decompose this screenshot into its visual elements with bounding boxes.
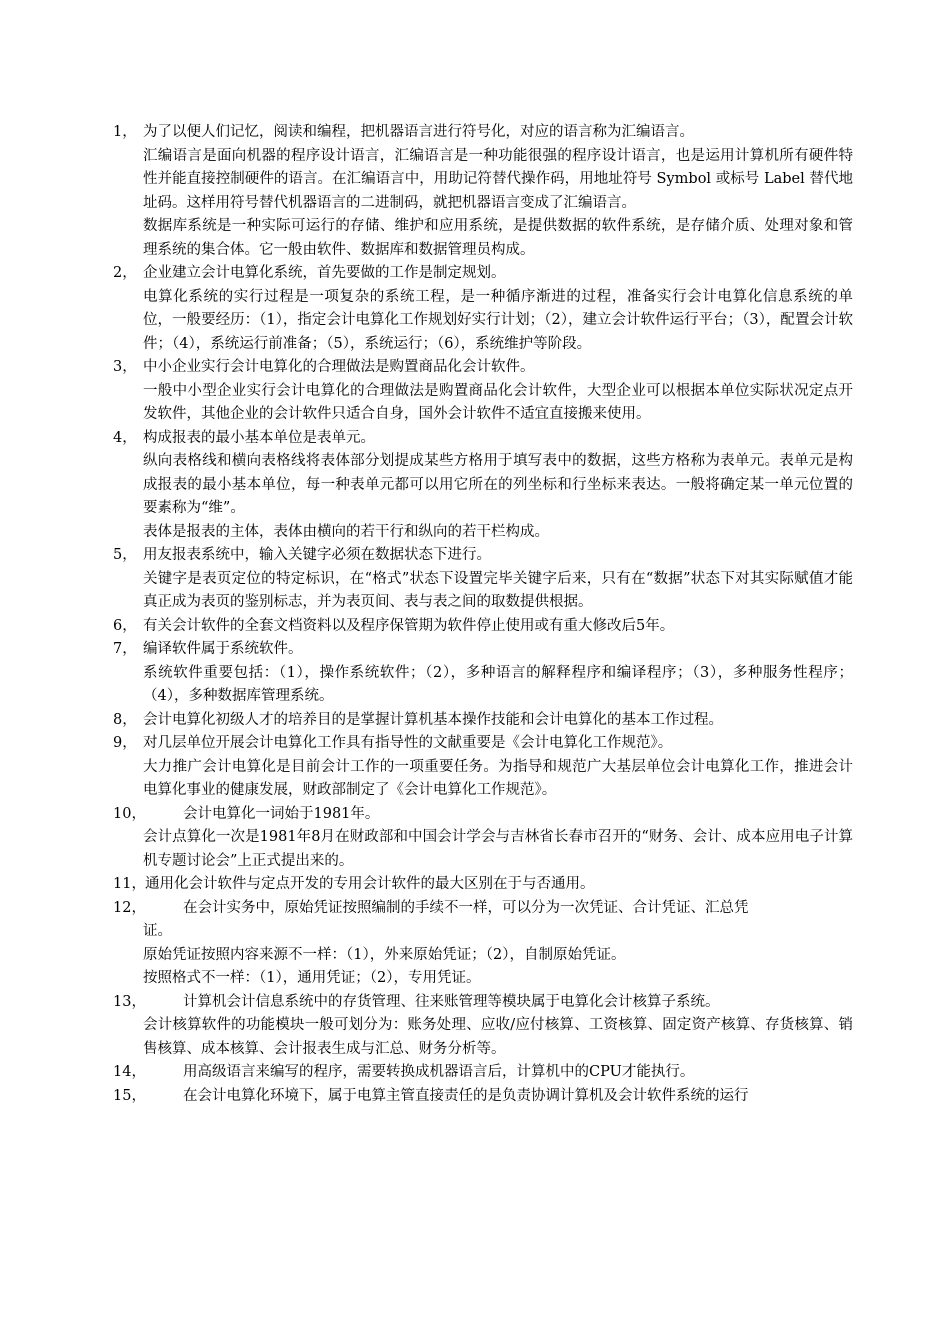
list-item <box>113 121 853 262</box>
item-number: 12， <box>113 899 146 916</box>
explanation-paragraph: 会计点算化一次是1981年8月在财政部和中国会计学会与吉林省长春市召开的“财务、会计、成本应用电子计算机专题讨论会”上正式提出来的。 <box>143 829 853 869</box>
item-number: 13， <box>113 993 146 1010</box>
item-statement: 构成报表的最小基本单位是表单元。 <box>143 429 375 446</box>
item-statement: 计算机会计信息系统中的存货管理、往来账管理等模块属于电算化会计核算子系统。 <box>183 993 720 1010</box>
item-statement: 在会计电算化环境下，属于电算主管直接责任的是负责协调计算机及会计软件系统的运行 <box>183 1087 749 1104</box>
explanation-paragraph: 按照格式不一样：（1），通用凭证；（2），专用凭证。 <box>143 970 481 986</box>
list-item <box>113 356 853 427</box>
list-item <box>113 803 853 874</box>
explanation-paragraph: 一般中小型企业实行会计电算化的合理做法是购置商品化会计软件，大型企业可以根据本单位实际状况定点开发软件，其他企业的会计软件只适合自身，国外会计软件不适宜直接搬来使用。 <box>143 382 853 422</box>
list-item <box>113 427 853 545</box>
item-number: 6， <box>113 617 137 634</box>
list-item <box>113 638 853 709</box>
explanation-paragraph: 纵向表格线和横向表格线将表体部分划提成某些方格用于填写表中的数据，这些方格称为表单元。表单元是构成报表的最小基本单位，每一种表单元都可以用它所在的列坐标和行坐标来表达。一般将确定某一单元位置的要素称为“维”。 <box>143 453 853 516</box>
explanation-paragraph: 会计核算软件的功能模块一般可划分为：账务处理、应收/应付核算、工资核算、固定资产核算、存货核算、销售核算、成本核算、会计报表生成与汇总、财务分析等。 <box>143 1017 853 1057</box>
explanation-paragraph: 电算化系统的实行过程是一项复杂的系统工程，是一种循序渐进的过程，准备实行会计电算化信息系统的单位，一般要经历：（1），指定会计电算化工作规划好实行计划；（2），建立会计软件运行平台；（3），配置会计软件；（4），系统运行前准备；（5），系统运行；（6），系统维护等阶段。 <box>143 288 853 352</box>
list-item <box>113 873 853 897</box>
item-statement: 会计电算化初级人才的培养目的是掌握计算机基本操作技能和会计电算化的基本工作过程。 <box>143 711 723 728</box>
item-number: 10， <box>113 805 146 822</box>
explanation-paragraph: 数据库系统是一种实际可运行的存储、维护和应用系统，是提供数据的软件系统，是存储介质、处理对象和管理系统的集合体。它一般由软件、数据库和数据管理员构成。 <box>143 218 853 258</box>
item-number: 9， <box>113 735 137 751</box>
list-item <box>113 262 853 356</box>
list-item <box>113 615 853 639</box>
list-item <box>113 1085 853 1109</box>
explanation-paragraph: 系统软件重要包括：（1），操作系统软件；（2），多种语言的解释程序和编译程序；（3），多种服务性程序；（4），多种数据库管理系统。 <box>143 664 853 704</box>
item-statement: 企业建立会计电算化系统，首先要做的工作是制定规划。 <box>143 265 506 281</box>
explanation-paragraph: 汇编语言是面向机器的程序设计语言，汇编语言是一种功能很强的程序设计语言，也是运用计算机所有硬件特性并能直接控制硬件的语言。在汇编语言中，用助记符替代操作码，用地址符号 Symbol 或标号 Label 替代地址码。这样用符号替代机器语言的二进制码，就把机器语言变成了汇编语言。 <box>143 147 853 211</box>
list-item <box>113 732 853 803</box>
item-statement: 通用化会计软件与定点开发的专用会计软件的最大区别在于与否通用。 <box>145 876 595 892</box>
item-statement-continuation: 证。 <box>143 923 172 939</box>
item-number: 15， <box>113 1087 146 1104</box>
item-number: 4， <box>113 429 137 446</box>
list-item <box>113 991 853 1062</box>
item-number: 2， <box>113 265 137 281</box>
item-number: 7， <box>113 641 137 657</box>
explanation-paragraph: 大力推广会计电算化是目前会计工作的一项重要任务。为指导和规范广大基层单位会计电算化工作，推进会计电算化事业的健康发展，财政部制定了《会计电算化工作规范》。 <box>143 758 853 798</box>
explanation-paragraph: 表体是报表的主体，表体由横向的若干行和纵向的若干栏构成。 <box>143 523 549 540</box>
item-number: 14， <box>113 1064 146 1080</box>
item-number: 3， <box>113 359 137 375</box>
item-statement: 用高级语言来编写的程序，需要转换成机器语言后，计算机中的CPU才能执行。 <box>183 1064 695 1080</box>
item-statement: 会计电算化一词始于1981年。 <box>183 805 380 822</box>
list-item <box>113 709 853 733</box>
item-statement: 编译软件属于系统软件。 <box>143 641 303 657</box>
item-number: 8， <box>113 711 137 728</box>
item-statement: 对几层单位开展会计电算化工作具有指导性的文献重要是《会计电算化工作规范》。 <box>143 735 673 751</box>
explanation-paragraph: 关键字是表页定位的特定标识，在“格式”状态下设置完毕关键字后来，只有在“数据”状态下对其实际赋值才能真正成为表页的鉴别标志，并为表页间、表与表之间的取数提供根据。 <box>143 570 853 610</box>
item-number: 5， <box>113 547 137 563</box>
list-item <box>113 897 853 991</box>
document-body <box>113 121 853 1108</box>
list-item <box>113 544 853 615</box>
item-statement: 有关会计软件的全套文档资料以及程序保管期为软件停止使用或有重大修改后5年。 <box>143 617 675 634</box>
item-number: 11， <box>113 876 146 892</box>
item-statement: 在会计实务中，原始凭证按照编制的手续不一样，可以分为一次凭证、合计凭证、汇总凭 <box>183 899 749 916</box>
item-statement: 中小企业实行会计电算化的合理做法是购置商品化会计软件。 <box>143 359 535 375</box>
item-number: 1， <box>113 124 137 140</box>
item-statement: 为了以便人们记忆，阅读和编程，把机器语言进行符号化，对应的语言称为汇编语言。 <box>143 124 694 140</box>
item-statement: 用友报表系统中，输入关键字必须在数据状态下进行。 <box>143 547 491 563</box>
explanation-paragraph: 原始凭证按照内容来源不一样：（1），外来原始凭证；（2），自制原始凭证。 <box>143 946 626 963</box>
list-item <box>113 1061 853 1085</box>
